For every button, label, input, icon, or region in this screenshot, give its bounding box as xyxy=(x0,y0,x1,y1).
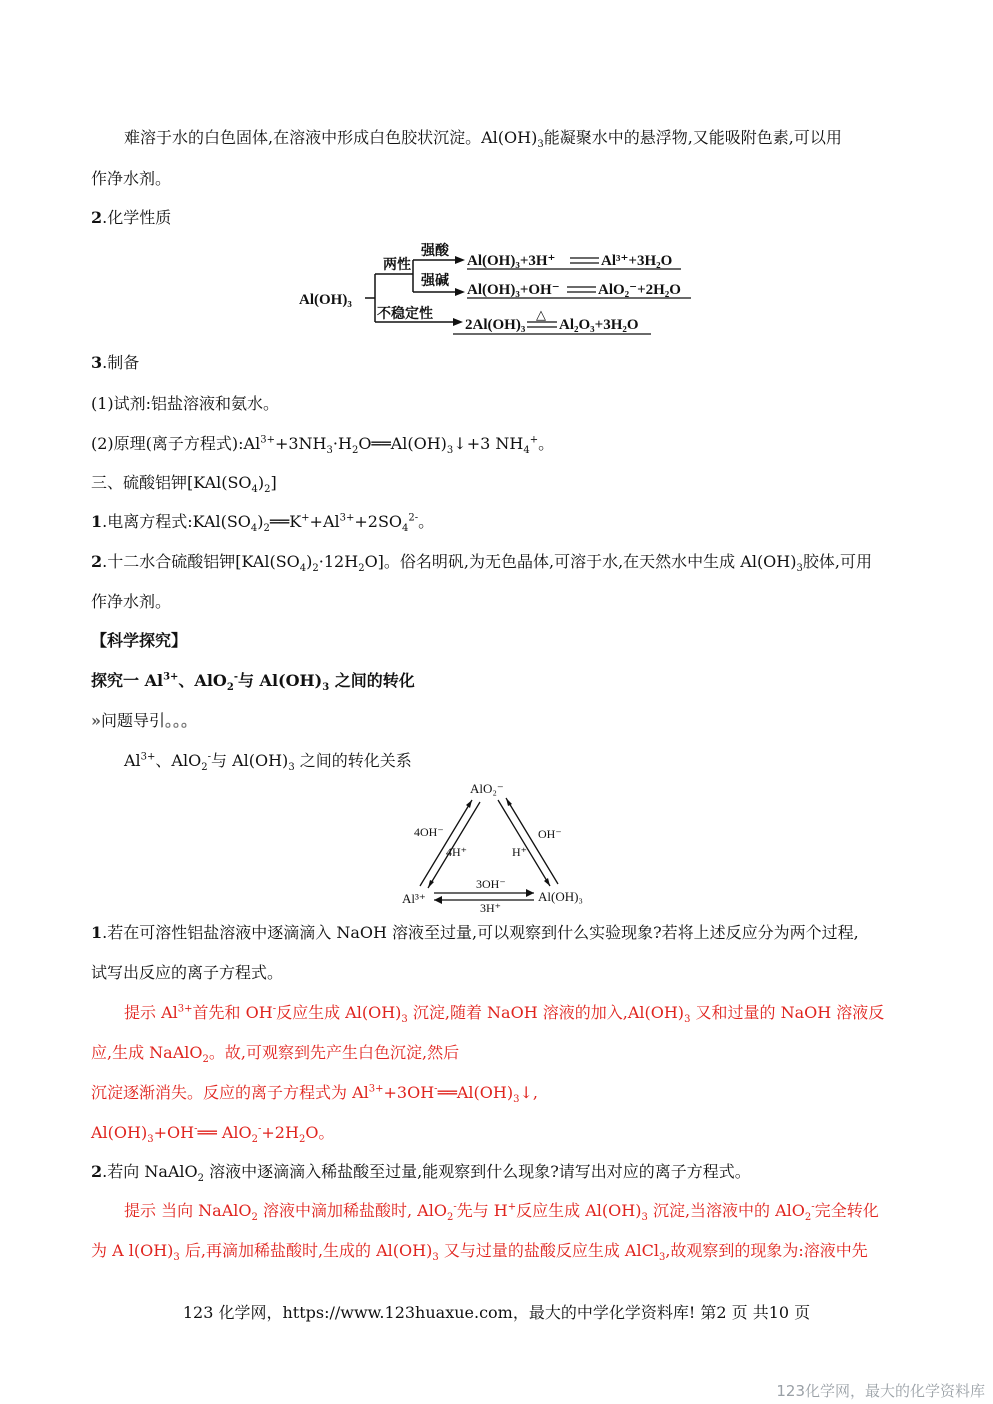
eq1-right: Al³⁺+3H₂O xyxy=(601,253,673,269)
al-oh3-properties-diagram xyxy=(295,238,705,338)
eq2-left: Al(OH)₃+OH⁻ xyxy=(467,282,560,298)
conversion-triangle xyxy=(400,778,600,918)
para-line: 作净水剂。 xyxy=(91,592,172,611)
section-heading: 三、硫酸铝钾$[KAl(SO_4)_2]$ xyxy=(91,473,277,496)
para-line: $Al^{3+}$、AlO$_2$-与 $Al(OH)_3$ 之间的转化关系 xyxy=(124,751,412,774)
question-line: 1.若在可溶性铝盐溶液中逐滴滴入 NaOH 溶液至过量,可以观察到什么实验现象?若将上述反应分为两个过程, xyxy=(91,923,859,942)
guide-heading: »问题导引。。。 xyxy=(91,711,198,730)
answer-line: 沉淀逐渐消失。反应的离子方程式为 $Al^{3+}+3OH^-══Al(OH)_3↓$, xyxy=(91,1083,538,1106)
explore-heading: 探究一 $Al^{3+}$、AlO$_2$-与 $Al(OH)_3$ 之间的转化 xyxy=(91,671,415,694)
diagram-left-label: Al(OH)₃ xyxy=(299,292,352,308)
eq2-right: AlO₂⁻+2H₂O xyxy=(598,282,681,298)
para-line: 作净水剂。 xyxy=(91,169,172,188)
answer-line: 应,生成 NaAlO$_2$。故,可观察到先产生白色沉淀,然后 xyxy=(91,1043,460,1066)
triangle-left: Al³⁺ xyxy=(402,891,426,906)
left-out-label: 4OH⁻ xyxy=(414,825,444,839)
para-line: 2.十二水合硫酸铝钾$[KAl(SO_4)_2\cdot 12H_2O]$。俗名明矾,为无色晶体,可溶于水,在天然水中生成 $Al(OH)_3$胶体,可用 xyxy=(91,552,872,575)
page-footer: 123 化学网，https://www.123huaxue.com，最大的中学化学资料库! 第2 页 共10 页 xyxy=(182,1303,811,1322)
question-line: 2.若向 NaAlO$_2$ 溶液中逐滴滴入稀盐酸至过量,能观察到什么现象?请写出对应的离子方程式。 xyxy=(91,1162,751,1185)
triangle-top: AlO₂⁻ xyxy=(470,781,504,796)
para-line: (2)原理(离子方程式)$:Al^{3+}+3NH_3\cdot H_2O══Al(OH)_3↓+3$ $NH_4^+$。 xyxy=(91,434,555,457)
right-in-label: H⁺ xyxy=(512,845,527,859)
eq1-left: Al(OH)₃+3H⁺ xyxy=(467,253,556,269)
branch-amphoteric-label: 两性 xyxy=(383,258,411,273)
triangle-right: Al(OH)₃ xyxy=(538,889,583,904)
question-line: 试写出反应的离子方程式。 xyxy=(91,963,284,982)
section-heading: 3.制备 xyxy=(91,353,140,372)
left-in-label: 4H⁺ xyxy=(446,845,467,859)
answer-line: 提示 $Al^{3+}$首先和 OH-反应生成 $Al(OH)_3$ 沉淀,随着 NaOH 溶液的加入$,Al(OH)_3$ 又和过量的 NaOH 溶液反 xyxy=(124,1003,885,1026)
section-heading: 2.化学性质 xyxy=(91,208,172,227)
answer-line: 提示 当向 NaAlO$_2$ 溶液中滴加稀盐酸时, AlO$_2$-先与 H+反应生成 $Al(OH)_3$ 沉淀,当溶液中的 AlO$_2$-完全转化 xyxy=(124,1201,879,1224)
answer-line: $Al(OH)_3+OH^-══$ $AlO_2^-+2H_2O$。 xyxy=(91,1123,335,1146)
explore-title: 【科学探究】 xyxy=(91,631,188,650)
eq3-right: Al₂O₃+3H₂O xyxy=(559,317,639,333)
double-chevron-icon: » xyxy=(91,711,101,730)
strong-acid-label: 强酸 xyxy=(421,244,449,259)
watermark: 123化学网，最大的化学资料库 xyxy=(776,1382,985,1400)
right-out-label: OH⁻ xyxy=(538,827,562,841)
eq3-left: 2Al(OH)₃ xyxy=(465,317,526,333)
answer-line: 为 A $l(OH)_3$ 后,再滴加稀盐酸时,生成的 $Al(OH)_3$ 又与过量的盐酸反应生成 AlCl$_3$,故观察到的现象为:溶液中先 xyxy=(91,1241,868,1264)
bottom-top-label: 3OH⁻ xyxy=(476,877,506,891)
para-line: 1.电离方程式$:KAl(SO_4)_2══K^++Al^{3+}+2SO_4^{2-}$。 xyxy=(91,512,435,535)
para-line: (1)试剂:铝盐溶液和氨水。 xyxy=(91,394,280,413)
bottom-bottom-label: 3H⁺ xyxy=(480,901,501,915)
para-line: 难溶于水的白色固体,在溶液中形成白色胶状沉淀。$Al(OH)_3$能凝聚水中的悬浮物,又能吸附色素,可以用 xyxy=(124,128,842,151)
branch-unstable-label: 不稳定性 xyxy=(377,307,433,322)
heat-triangle: △ xyxy=(536,307,546,322)
strong-base-label: 强碱 xyxy=(421,274,449,289)
